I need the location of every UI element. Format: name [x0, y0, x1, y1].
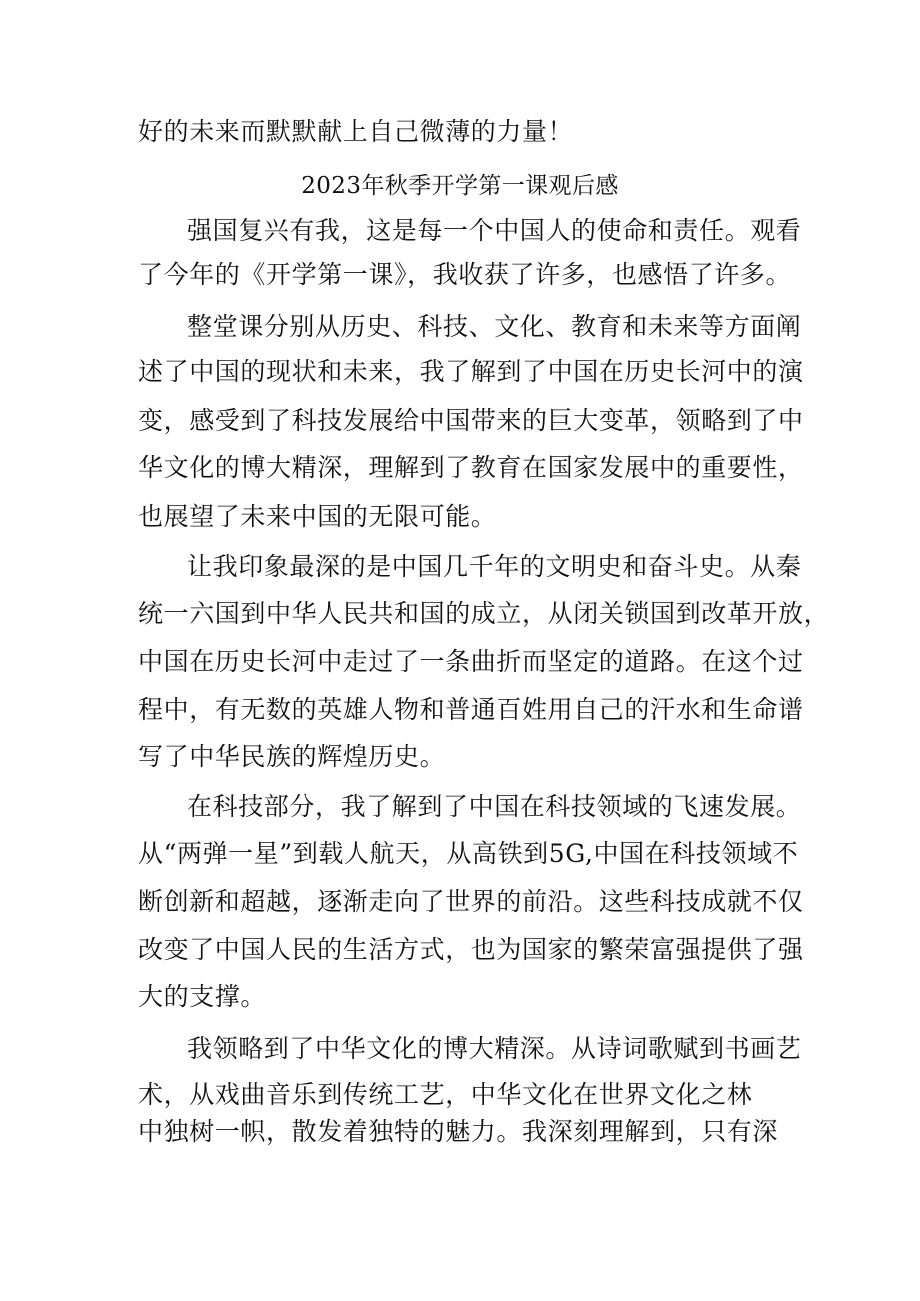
text-line: 术，从戏曲音乐到传统工艺，中华文化在世界文化之林 [138, 1080, 753, 1109]
text-line: 让我印象最深的是中国几千年的文明史和奋斗史。从秦 [187, 552, 802, 581]
text-line: 华文化的博大精深，理解到了教育在国家发展中的重要性， [138, 453, 804, 482]
text-line: 改变了中国人民的生活方式，也为国家的繁荣富强提供了强 [138, 935, 804, 964]
text-line: 我领略到了中华文化的博大精深。从诗词歌赋到书画艺 [187, 1034, 802, 1063]
text-line: 统一六国到中华人民共和国的成立，从闭关锁国到改革开放， [138, 599, 830, 628]
text-line: 中独树一帜，散发着独特的魅力。我深刻理解到，只有深 [138, 1117, 779, 1146]
document-title: 2023年秋季开学第一课观后感 [301, 173, 619, 199]
text-line: 写了中华民族的辉煌历史。 [138, 742, 446, 771]
text-line: 中国在历史长河中走过了一条曲折而坚定的道路。在这个过 [138, 647, 804, 676]
text-line: 好的未来而默默献上自己微薄的力量！ [138, 117, 574, 146]
text-line: 了今年的《开学第一课》，我收获了许多，也感悟了许多。 [138, 260, 792, 289]
text-line: 变，感受到了科技发展给中国带来的巨大变革，领略到了中 [138, 406, 804, 435]
text-line: 在科技部分，我了解到了中国在科技领域的飞速发展。 [187, 792, 802, 821]
text-line: 从“两弹一星”到载人航天，从高铁到5G,中国在科技领域不 [138, 839, 799, 868]
text-line: 程中，有无数的英雄人物和普通百姓用自己的汗水和生命谱 [138, 695, 804, 724]
text-line: 也展望了未来中国的无限可能。 [138, 502, 497, 531]
text-line: 断创新和超越，逐渐走向了世界的前沿。这些科技成就不仅 [138, 887, 804, 916]
text-line: 述了中国的现状和未来，我了解到了中国在历史长河中的演 [138, 357, 804, 386]
text-line: 整堂课分别从历史、科技、文化、教育和未来等方面阐 [187, 312, 802, 341]
text-line: 强国复兴有我，这是每一个中国人的使命和责任。观看 [187, 216, 802, 245]
text-line: 大的支撑。 [138, 982, 267, 1011]
